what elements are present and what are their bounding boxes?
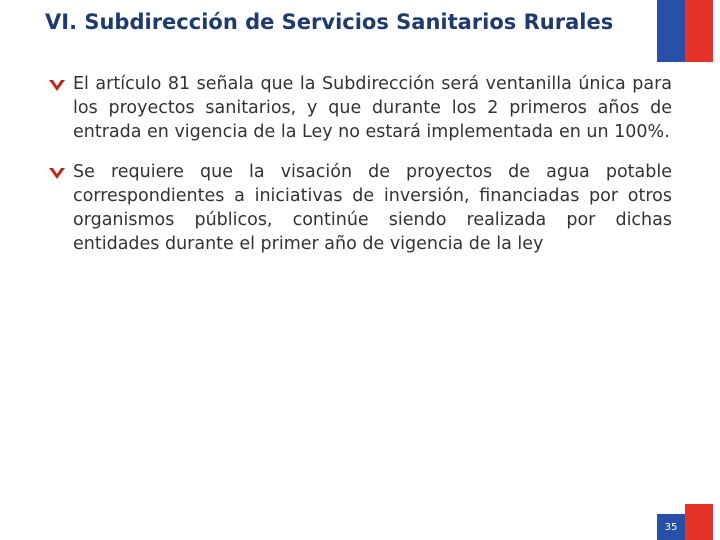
page-number: 35 — [664, 522, 678, 533]
diamond-bullet-icon — [49, 79, 65, 91]
bullet-item-1 — [49, 72, 672, 144]
diamond-bullet-icon — [49, 167, 65, 179]
bullet-list — [49, 72, 672, 272]
slide-title: VI. Subdirección de Servicios Sanitarios Rurales — [45, 10, 614, 34]
flag-red-block — [685, 514, 713, 540]
bullet-text: El artículo 81 señala que la Subdirección será ventanilla única para los proyectos sanitarios, y que durante los 2 primeros años de entrada en vigencia de la Ley no estará implementada en un 100%. — [73, 74, 672, 142]
flag-red-stripe — [685, 0, 713, 62]
flag-red-corner — [685, 504, 713, 514]
flag-decoration-top — [657, 0, 713, 62]
bullet-item-2 — [49, 160, 672, 256]
flag-blue-stripe — [657, 0, 685, 62]
bullet-text: Se requiere que la visación de proyectos de agua potable correspondientes a iniciativas de inversión, financiadas por otros organismos públicos, continúe siendo realizada por dichas entidades durante el primer año de vigencia de la ley — [73, 162, 672, 254]
page-number-box — [657, 504, 713, 540]
